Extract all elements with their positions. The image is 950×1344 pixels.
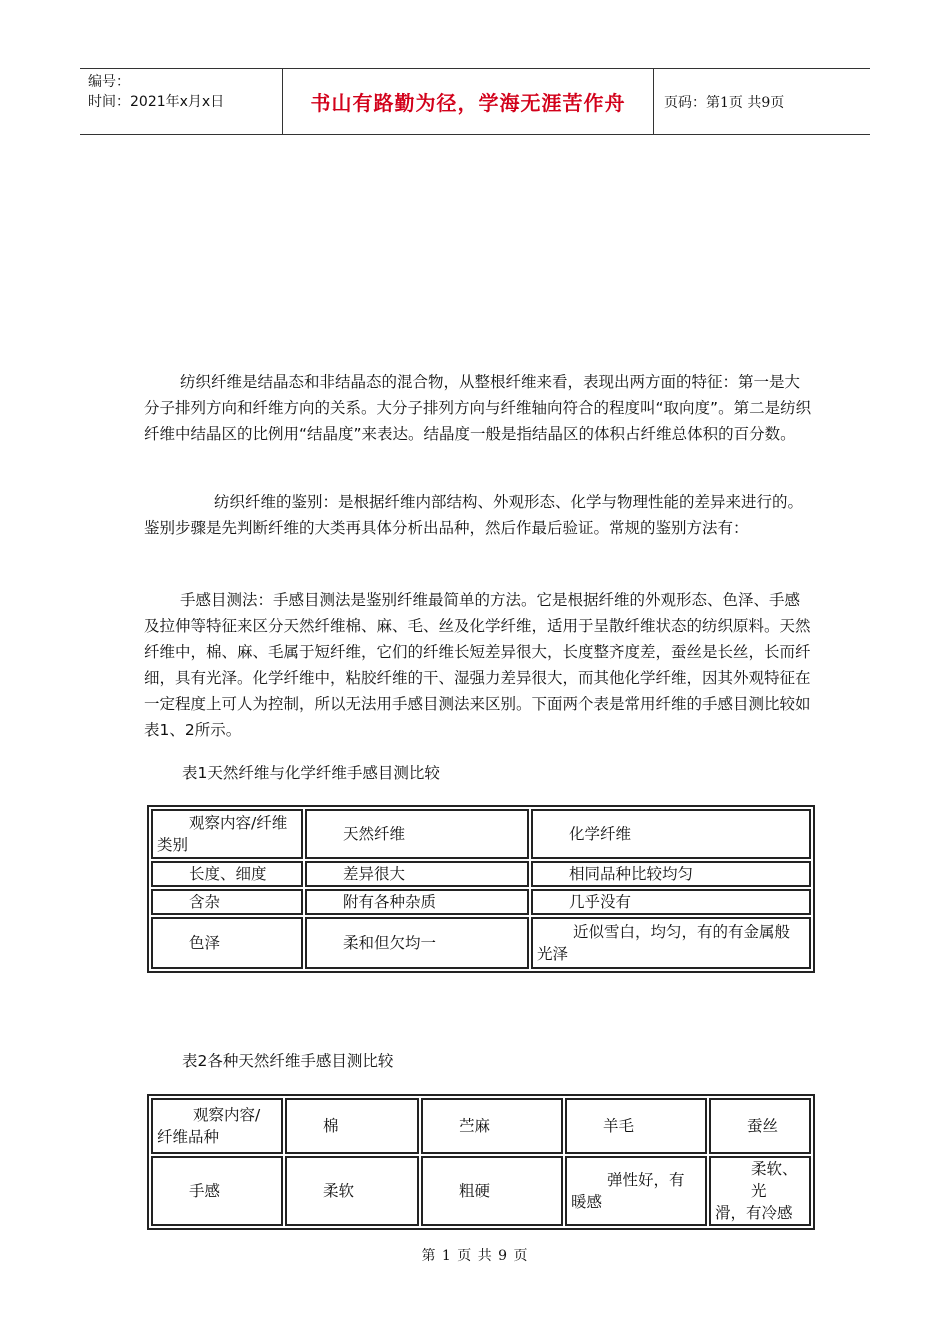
table-row	[151, 861, 811, 887]
paragraph-crystallinity	[144, 369, 814, 447]
cell-line: 滑，有冷感	[715, 1204, 793, 1222]
table-header-cell: 蚕丝	[709, 1098, 811, 1154]
table2-caption: 表2各种天然纤维手感目测比较	[182, 1052, 394, 1070]
paragraph-text: 手感目测法：手感目测法是鉴别纤维最简单的方法。它是根据纤维的外观形态、色泽、手感及拉伸等特征来区分天然纤维棉、麻、毛、丝及化学纤维，适用于呈散纤维状态的纺织原料。天然纤维中，棉、麻、毛属于短纤维，它们的纤维长短差异很大，长度整齐度差，蚕丝是长丝，长而纤细，具有光泽。化学纤维中，粘胶纤维的干、湿强力差异很大，而其他化学纤维，因其外观特征在一定程度上可人为控制，所以无法用手感目测法来区别。下面两个表是常用纤维的手感目测比较如表1、2所示。	[144, 591, 811, 739]
table-cell: 几乎没有	[531, 889, 811, 915]
table2	[147, 1094, 815, 1230]
table-header-row	[151, 809, 811, 859]
table-header-row	[151, 1098, 811, 1154]
table1-caption: 表1天然纤维与化学纤维手感目测比较	[182, 764, 440, 782]
table-row	[151, 917, 811, 969]
time-label: 时间：2021年x月x日	[88, 94, 225, 110]
header-page-info: 页码：第1页 共9页	[664, 94, 785, 111]
cell-line: 弹性好，有	[607, 1171, 685, 1189]
cell-line: 近似雪白，均匀，有的有金属般	[573, 923, 791, 941]
paragraph-text: 纺织纤维是结晶态和非结晶态的混合物，从整根纤维来看，表现出两方面的特征：第一是大分子排列方向和纤维方向的关系。大分子排列方向与纤维轴向符合的程度叫“取向度”。第二是纺织纤维中结晶区的比例用“结晶度”来表达。结晶度一般是指结晶区的体积占纤维总体积的百分数。	[144, 373, 812, 443]
table-header-cell: 棉	[285, 1098, 419, 1154]
table-header-cell: 羊毛	[565, 1098, 707, 1154]
page-footer: 第 1 页 共 9 页	[421, 1248, 529, 1264]
cell-line: 暖感	[571, 1193, 603, 1211]
number-label: 编号：	[88, 74, 130, 90]
paragraph-identification	[144, 489, 814, 541]
header-meta	[80, 69, 282, 134]
header-cell-line: 观察内容/	[193, 1106, 261, 1124]
cell-line: 柔软、光	[751, 1160, 798, 1200]
table-header-cell	[151, 809, 303, 859]
table-cell: 粗硬	[421, 1156, 563, 1226]
table-cell	[531, 917, 811, 969]
table-cell: 差异很大	[305, 861, 529, 887]
cell-line: 光泽	[537, 945, 569, 963]
table-cell: 长度、细度	[151, 861, 303, 887]
paragraph-text: 纺织纤维的鉴别：是根据纤维内部结构、外观形态、化学与物理性能的差异来进行的。鉴别步骤是先判断纤维的大类再具体分析出品种，然后作最后验证。常规的鉴别方法有：	[144, 493, 804, 537]
table-header-cell: 苎麻	[421, 1098, 563, 1154]
table-row	[151, 889, 811, 915]
table1	[147, 805, 815, 973]
table-cell: 含杂	[151, 889, 303, 915]
table-header-cell: 化学纤维	[531, 809, 811, 859]
table-cell: 附有各种杂质	[305, 889, 529, 915]
page-header	[80, 68, 870, 135]
table-cell: 柔软	[285, 1156, 419, 1226]
table-cell: 相同品种比较均匀	[531, 861, 811, 887]
header-motto: 书山有路勤为径，学海无涯苦作舟	[282, 69, 654, 134]
table-header-cell: 天然纤维	[305, 809, 529, 859]
header-cell-line: 观察内容/纤维	[189, 814, 288, 832]
table-cell: 柔和但欠均一	[305, 917, 529, 969]
table-cell	[565, 1156, 707, 1226]
header-cell-line: 纤维品种	[157, 1128, 220, 1146]
table-cell: 色泽	[151, 917, 303, 969]
table-row	[151, 1156, 811, 1226]
header-cell-line: 类别	[157, 836, 189, 854]
paragraph-hand-feel-method	[144, 587, 814, 743]
table-cell	[709, 1156, 811, 1226]
table-header-cell	[151, 1098, 283, 1154]
table-cell: 手感	[151, 1156, 283, 1226]
